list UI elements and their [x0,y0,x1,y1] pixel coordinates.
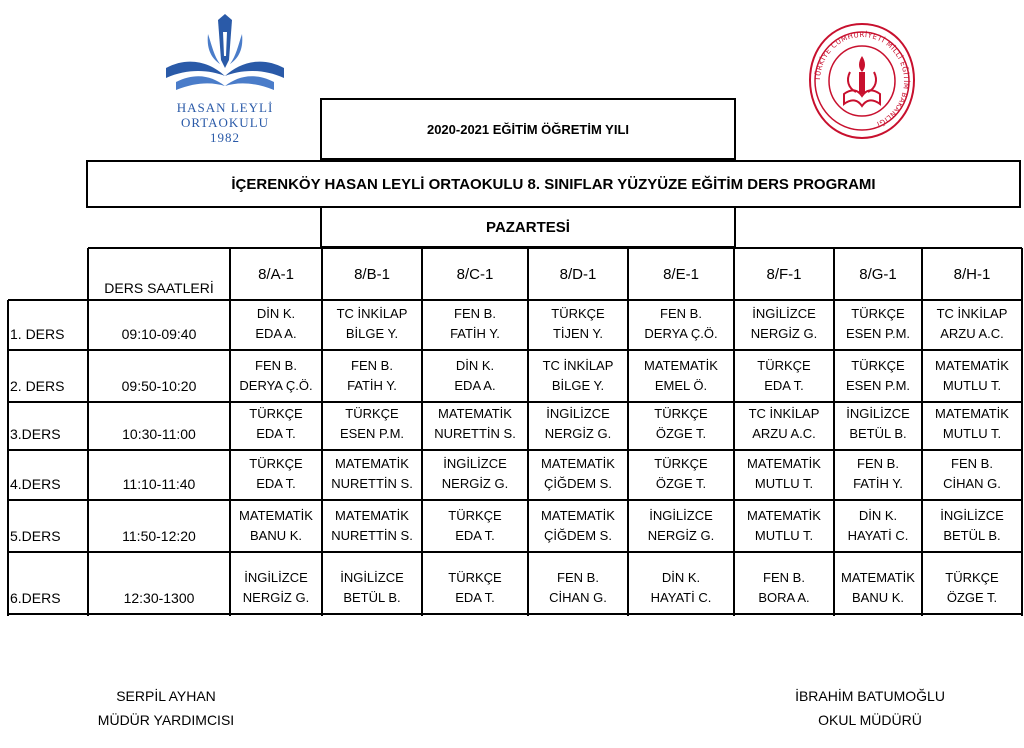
meb-seal-logo [806,22,918,140]
schedule-cell [528,506,628,546]
class-header: 8/B-1 [354,266,390,283]
academic-year: 2020-2021 EĞİTİM ÖĞRETİM YILI [426,121,630,137]
subject-name: TÜRKÇE [551,306,605,321]
schedule-cell [322,506,422,546]
subject-name: TÜRKÇE [654,406,708,421]
lesson-time: 09:50-10:20 [121,378,197,394]
grid-line [921,248,923,616]
school-name-line2: ORTAOKULU [180,115,270,130]
teacher-name: HAYATİ C. [650,590,712,605]
schedule-cell [230,356,322,396]
teacher-name: NERGİZ G. [242,590,310,605]
teacher-name: HAYATİ C. [847,528,909,543]
subject-name: MATEMATİK [541,456,615,471]
grid-line [627,248,629,616]
teacher-name: NERGİZ G. [647,528,715,543]
schedule-cell [834,404,922,444]
teacher-name: MUTLU T. [754,528,814,543]
subject-name: TC İNKİLAP [936,306,1008,321]
school-name-line1: HASAN LEYLİ [176,100,274,115]
day-label: PAZARTESİ [486,218,570,236]
teacher-name: EMEL Ö. [654,378,708,393]
subject-name: TC İNKİLAP [542,358,614,373]
teacher-name: BİLGE Y. [345,326,399,341]
teacher-name: ESEN P.M. [845,326,911,341]
subject-name: DİN K. [455,358,495,373]
teacher-name: BİLGE Y. [551,378,605,393]
signature-right [760,684,980,732]
grid-line [1021,248,1023,616]
teacher-name: EDA T. [455,528,495,543]
schedule-cell [422,568,528,608]
subject-name: İNGİLİZCE [649,508,713,523]
subject-name: TÜRKÇE [448,508,502,523]
class-header: 8/C-1 [456,266,494,283]
lesson-time: 11:10-11:40 [122,476,196,492]
teacher-name: DERYA Ç.Ö. [644,326,718,341]
principal-name: İBRAHİM BATUMOĞLU [795,688,945,704]
subject-name: MATEMATİK [935,358,1009,373]
subject-name: FEN B. [255,358,297,373]
teacher-name: NERGİZ G. [544,426,612,441]
subject-name: İNGİLİZCE [244,570,308,585]
subject-name: TÜRKÇE [945,570,999,585]
subject-name: TC İNKİLAP [336,306,408,321]
schedule-cell [834,506,922,546]
schedule-cell [422,506,528,546]
schedule-cell [422,404,528,444]
teacher-name: BANU K. [851,590,904,605]
teacher-name: ÖZGE T. [655,476,707,491]
schedule-cell [628,304,734,344]
subject-name: FEN B. [351,358,393,373]
subject-name: İNGİLİZCE [443,456,507,471]
subject-name: MATEMATİK [644,358,718,373]
subject-name: MATEMATİK [239,508,313,523]
grid-line [833,248,835,616]
lesson-time: 12:30-1300 [123,590,195,606]
schedule-cell [230,454,322,494]
class-header: 8/A-1 [258,266,294,283]
teacher-name: NURETTİN S. [331,528,413,543]
class-header: 8/H-1 [953,266,991,283]
grid-line [8,449,1022,451]
schedule-cell [230,404,322,444]
grid-line [8,299,1022,301]
teacher-name: FATİH Y. [347,378,397,393]
teacher-name: TİJEN Y. [552,326,604,341]
schedule-cell [528,356,628,396]
teacher-name: EDA T. [256,476,296,491]
teacher-name: ÇİĞDEM S. [544,476,612,491]
grid-line [229,248,231,616]
teacher-name: NERGİZ G. [750,326,818,341]
schedule-cell [628,568,734,608]
grid-line [527,248,529,616]
teacher-name: ÖZGE T. [655,426,707,441]
schedule-cell [628,356,734,396]
lesson-label: 4.DERS [10,476,61,492]
subject-name: MATEMATİK [438,406,512,421]
grid-line [8,613,1022,615]
schedule-cell [922,568,1022,608]
schedule-cell [922,356,1022,396]
teacher-name: NURETTİN S. [434,426,516,441]
signature-left [56,684,276,732]
grid-line [88,247,1022,249]
teacher-name: ARZU A.C. [940,326,1004,341]
schedule-cell [230,506,322,546]
schedule-cell [322,454,422,494]
schedule-cell [628,404,734,444]
teacher-name: BETÜL B. [343,590,401,605]
subject-name: İNGİLİZCE [846,406,910,421]
subject-name: TÜRKÇE [448,570,502,585]
subject-name: TÜRKÇE [851,306,905,321]
teacher-name: ARZU A.C. [752,426,816,441]
subject-name: DİN K. [256,306,296,321]
subject-name: TÜRKÇE [249,406,303,421]
lesson-label: 3.DERS [10,426,61,442]
subject-name: DİN K. [661,570,701,585]
lesson-time: 11:50-12:20 [122,528,196,544]
teacher-name: MUTLU T. [754,476,814,491]
schedule-cell [834,568,922,608]
subject-name: TÜRKÇE [757,358,811,373]
subject-name: FEN B. [763,570,805,585]
schedule-cell [528,304,628,344]
schedule-cell [322,404,422,444]
grid-line [8,349,1022,351]
subject-name: İNGİLİZCE [940,508,1004,523]
subject-name: İNGİLİZCE [546,406,610,421]
schedule-cell [322,304,422,344]
teacher-name: NURETTİN S. [331,476,413,491]
lesson-label: 1. DERS [10,326,65,342]
subject-name: MATEMATİK [747,508,821,523]
schedule-cell [922,454,1022,494]
schedule-cell [834,454,922,494]
schedule-cell [834,304,922,344]
teacher-name: EDA T. [764,378,804,393]
lesson-time: 09:10-09:40 [121,326,197,342]
subject-name: FEN B. [951,456,993,471]
schedule-cell [528,568,628,608]
class-header: 8/G-1 [859,266,897,283]
teacher-name: FATİH Y. [853,476,903,491]
teacher-name: BORA A. [758,590,810,605]
teacher-name: ÇİĞDEM S. [544,528,612,543]
grid-line [87,248,89,616]
grid-line [8,551,1022,553]
lesson-time: 10:30-11:00 [122,426,196,442]
teacher-name: BETÜL B. [849,426,907,441]
lesson-label: 2. DERS [10,378,65,394]
lesson-label: 6.DERS [10,590,61,606]
teacher-name: EDA T. [256,426,296,441]
class-header: 8/D-1 [559,266,597,283]
subject-name: FEN B. [557,570,599,585]
subject-name: FEN B. [660,306,702,321]
schedule-cell [528,404,628,444]
teacher-name: EDA A. [454,378,496,393]
grid-line [321,248,323,616]
academic-year-box [320,98,736,160]
teacher-name: CİHAN G. [549,590,607,605]
program-title: İÇERENKÖY HASAN LEYLİ ORTAOKULU 8. SINIFLAR YÜZYÜZE EĞİTİM DERS PROGRAMI [231,175,876,193]
teacher-name: FATİH Y. [450,326,500,341]
teacher-name: ESEN P.M. [339,426,405,441]
schedule-cell [628,506,734,546]
subject-name: MATEMATİK [747,456,821,471]
schedule-cell [734,356,834,396]
schedule-cell [734,404,834,444]
teacher-name: EDA T. [455,590,495,605]
day-box [320,206,736,248]
teacher-name: MUTLU T. [942,426,1002,441]
schedule-cell [322,568,422,608]
hours-header: DERS SAATLERİ [104,280,214,296]
subject-name: TÜRKÇE [345,406,399,421]
book-pen-icon [160,12,290,102]
teacher-name: DERYA Ç.Ö. [239,378,313,393]
subject-name: MATEMATİK [841,570,915,585]
grid-line [7,300,9,616]
subject-name: MATEMATİK [541,508,615,523]
schedule-cell [322,356,422,396]
subject-name: TÜRKÇE [851,358,905,373]
svg-text:TÜRKİYE CUMHURİYETİ MİLLİ EĞİT: TÜRKİYE CUMHURİYETİ MİLLİ EĞİTİM BAKANLIĞI [813,30,911,129]
subject-name: İNGİLİZCE [340,570,404,585]
schedule-cell [422,454,528,494]
principal-title: OKUL MÜDÜRÜ [818,712,922,728]
schedule-cell [734,506,834,546]
grid-line [421,248,423,616]
schedule-cell [922,304,1022,344]
grid-line [733,248,735,616]
school-founding-year: 1982 [210,130,240,145]
teacher-name: ÖZGE T. [946,590,998,605]
schedule-cell [834,356,922,396]
subject-name: TC İNKİLAP [748,406,820,421]
subject-name: İNGİLİZCE [752,306,816,321]
teacher-name: NERGİZ G. [441,476,509,491]
subject-name: TÜRKÇE [654,456,708,471]
deputy-principal-name: SERPİL AYHAN [116,688,216,704]
grid-line [8,499,1022,501]
schedule-cell [422,304,528,344]
lesson-label: 5.DERS [10,528,61,544]
subject-name: DİN K. [858,508,898,523]
schedule-cell [628,454,734,494]
subject-name: FEN B. [454,306,496,321]
teacher-name: BANU K. [249,528,302,543]
subject-name: MATEMATİK [335,456,409,471]
schedule-cell [422,356,528,396]
teacher-name: ESEN P.M. [845,378,911,393]
class-header: 8/E-1 [663,266,699,283]
subject-name: TÜRKÇE [249,456,303,471]
schedule-cell [230,304,322,344]
deputy-principal-title: MÜDÜR YARDIMCISI [97,712,235,728]
schedule-cell [922,506,1022,546]
teacher-name: MUTLU T. [942,378,1002,393]
schedule-cell [734,568,834,608]
school-logo [160,12,290,147]
schedule-cell [734,304,834,344]
subject-name: MATEMATİK [335,508,409,523]
subject-name: MATEMATİK [935,406,1009,421]
meb-seal-icon [806,22,918,140]
program-title-box [86,160,1021,208]
class-header: 8/F-1 [766,266,802,283]
schedule-cell [230,568,322,608]
subject-name: FEN B. [857,456,899,471]
teacher-name: CİHAN G. [943,476,1001,491]
teacher-name: EDA A. [255,326,297,341]
grid-line [8,401,1022,403]
schedule-cell [528,454,628,494]
teacher-name: BETÜL B. [943,528,1001,543]
schedule-cell [734,454,834,494]
schedule-cell [922,404,1022,444]
